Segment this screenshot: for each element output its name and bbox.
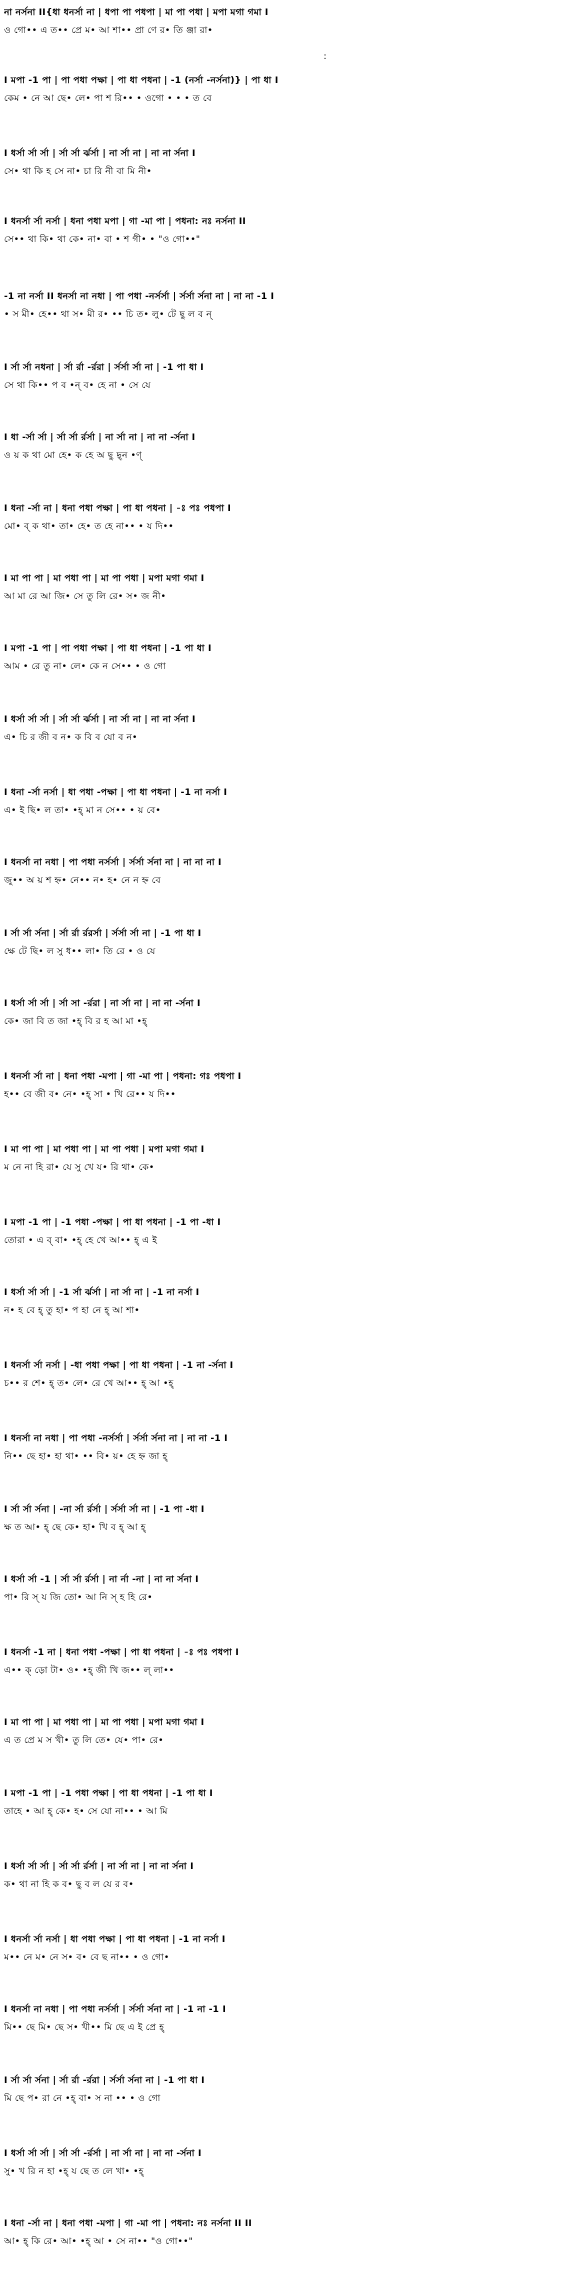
lyrics-row: ও য় ক থা মো হে• ক হে অ ছু ছ্ন •ণ্	[4, 451, 142, 461]
lyrics-row: কে• জা বি ত জা •হ্ বি র হ আ মা •হ্	[4, 1017, 148, 1027]
lyrics-row: তাহে • আ হ্ কে• হ• সে যো না•• • আ মি	[4, 1807, 168, 1817]
notation-row: I ধর্সা র্সা -1 | র্সা র্সা র্রর্সা | না র্না -না | না না র্সনা I	[4, 1575, 199, 1585]
notation-row: I ধর্সা র্সা র্সা | র্সা র্সা র্ঝর্সা | না র্সা না | না না র্সনা I	[4, 149, 196, 159]
lyrics-row: জু•• অ য় শ হ্ন• নে•• ন• হ• নে ন হ্ন বে	[4, 876, 161, 886]
lyrics-row: পা• রি স্ য জি তো• আ নি স্ হ হি রে•	[4, 1593, 153, 1603]
lyrics-row: কেম • নে আ ছে• লে• পা শ রি•• • ওগো • • • ত বে	[4, 94, 212, 104]
notation-row: I মা পা পা | মা পধা পা | মা পা পধা | মপা মগা গমা I	[4, 1718, 205, 1728]
lyrics-row: নি•• ছে হা• হা থা• •• বি• য়• হে হ্ন জা হ্	[4, 1452, 168, 1462]
lyrics-row: এ ত প্রে ম স খী• তু লি তে• যে• পা• রে•	[4, 1736, 164, 1746]
notation-row: I ধা -র্সা র্সা | র্সা র্সা র্রর্সা | না র্সা না | না না -র্সনা I	[4, 433, 196, 443]
notation-row: I ধর্সা র্সা র্সা | র্সা র্সা র্রর্সা | না র্সা না | না না র্সনা I	[4, 1862, 194, 1872]
notation-row: I ধনর্সা না নধা | পা পধা নর্সর্সা | র্সর্সা র্সনা না | না না না I	[4, 858, 222, 868]
notation-row: I মপা -1 পা | পা পধা পক্ষা | পা ধা পধনা | -1 পা ধা I	[4, 644, 212, 654]
notation-row: I ধনর্সা র্সা না | ধনা পধা -মপা | গা -মা পা | পধনা: গঃ পধপা I	[4, 1072, 242, 1082]
notation-row: I ধনর্সা র্সা নর্সা | ধনা পধা মপা | গা -মা পা | পধনা: নঃ নর্সনা II	[4, 217, 246, 227]
notation-row: I মপা -1 পা | -1 পধা পক্ষা | পা ধা পধনা | -1 পা ধা I	[4, 1789, 213, 1799]
lyrics-row: ম নে না হি রা• যে সু খে য• রি থা• কে•	[4, 1163, 155, 1173]
notation-row: না নর্সনা II{ধা ধনর্সা না | ধপা পা পধপা | মা পা পধা | মপা মগা গমা I	[4, 8, 269, 18]
lyrics-row: এ• চি র জী ব ন• ক বি ব যো ব ন•	[4, 733, 138, 743]
lyrics-row: • স মী• হে•• থা স• মী র• •• চি ত• লু• টে ছু ল ব ন্	[4, 310, 212, 320]
notation-row: I মা পা পা | মা পধা পা | মা পা পধা | মপা মগা গমা I	[4, 1145, 205, 1155]
notation-row: I ধর্সা র্সা র্সা | -1 র্সা র্ঝর্সা | না র্সা না | -1 না নর্সা I	[4, 1288, 200, 1298]
notation-row: I ধর্সা র্সা র্সা | র্সা সা -র্ররা | না র্সা না | না না -র্সনা I	[4, 999, 201, 1009]
lyrics-row: মি•• ছে মি• ছে স• খী•• মি ছে এ ই প্রে হ্	[4, 2023, 165, 2033]
lyrics-row: তোরা • এ ব্ বা• •হ্ হে খে আ•• হ্ এ ই	[4, 1236, 158, 1246]
lyrics-row: সে• থা কি হ সে না• চা রি নী বা মি নী•	[4, 167, 152, 177]
notation-row: I ধনর্সা র্সা নর্সা | ধা পধা পক্ষা | পা ধা পধনা | -1 না নর্সা I	[4, 1935, 226, 1945]
lyrics-row: সে•• থা কি• থা কে• না• বা • শ গী• • "ও গো••"	[4, 235, 201, 245]
lyrics-row: আ মা রে আ জি• সে তু লি রে• স• জ নী•	[4, 592, 167, 602]
notation-row: I মা পা পা | মা পধা পা | মা পা পধা | মপা মগা গমা I	[4, 574, 205, 584]
notation-row: I মপা -1 পা | -1 পধা -পক্ষা | পা ধা পধনা | -1 পা -ধা I	[4, 1218, 221, 1228]
notation-row: I ধনা -র্সা না | ধনা পধা পক্ষা | পা ধা পধনা | -ঃ পঃ পধপা I	[4, 504, 232, 514]
notation-row: I ধনর্সা র্সা নর্সা | -ধা পধা পক্ষা | পা ধা পধনা | -1 না -র্সনা I	[4, 1361, 234, 1371]
lyrics-row: ম•• নে ম• নে স• ব• বে ছ না•• • ও গো•	[4, 1953, 170, 1963]
notation-row: I ধনর্সা না নধা | পা পধা নর্সর্সা | র্সর্সা র্সনা না | -1 না -1 I	[4, 2005, 227, 2015]
notation-row: I র্সা র্সা র্সনা | -না র্সা র্রর্সা | র্সর্সা র্সা না | -1 পা -ধা I	[4, 1505, 205, 1515]
lyrics-row: আম • রে তু না• লে• কে ন সে•• • ও গো	[4, 662, 166, 672]
lyrics-row: ন• হ বে হ্ তু হা• প হা নে হ্ আ শা•	[4, 1306, 140, 1316]
lyrics-row: মি ছে প• রা নে •হ্ বা• স না •• • ও গো	[4, 2094, 161, 2104]
notation-row: I র্সা র্সা নধনা | র্সা র্রা -র্ররা | র্সর্সা র্সা না | -1 পা ধা I	[4, 363, 204, 373]
lyrics-row: সু• খ রি ন হা •হ্ য ছে ত লে খা• •হ্	[4, 2167, 144, 2177]
lyrics-row: আ• হ্ কি রে• আ• •হ্ আ • সে না•• "ও গো••"	[4, 2237, 193, 2247]
lyrics-row: চ•• র শে• হ্ ত• লে• রে খে আ•• হ্ আ •হ্	[4, 1379, 174, 1389]
notation-row: I মপা -1 পা | পা পধা পক্ষা | পা ধা পধনা | -1 (নর্সা -নর্সনা)} | পা ধা I	[4, 76, 279, 86]
notation-row: I ধনর্সা না নধা | পা পধা -নর্সর্সা | র্সর্সা র্সনা না | না না -1 I	[4, 1434, 228, 1444]
lyrics-row: ক্ষে টে ছি• ল সু ধ•• লা• তি রে • ও যে	[4, 947, 156, 957]
notation-row: I ধর্সা র্সা র্সা | র্সা র্সা -র্রর্সা | না র্সা না | না না -র্সনা I	[4, 2149, 202, 2159]
notation-row: I ধনর্সা -1 না | ধনা পধা -পক্ষা | পা ধা পধনা | -ঃ পঃ পধপা I	[4, 1648, 239, 1658]
notation-row: I র্সা র্সা র্সনা | র্সা র্রা র্ররর্সা | র্সর্সা র্সা না | -1 পা ধা I	[4, 929, 202, 939]
lyrics-row: মো• ব্ ক থা• তা• হে• ত হে না•• • য দি••	[4, 522, 174, 532]
dot-mark: :	[323, 52, 327, 62]
lyrics-row: হ•• বে জী ব• নে• •হ্ সা • খি রে•• য দি••	[4, 1090, 176, 1100]
notation-row: I ধর্সা র্সা র্সা | র্সা র্সা র্ঝর্সা | না র্সা না | না না র্সনা I	[4, 715, 196, 725]
lyrics-row: ও গো•• এ ত•• প্রে ম• আ শা•• প্রা ণে র• তি ঞ্জা রা•	[4, 26, 213, 36]
notation-row: I ধনা -র্সা নর্সা | ধা পধা -পক্ষা | পা ধা পধনা | -1 না নর্সা I	[4, 788, 228, 798]
lyrics-row: ক• থা না হি ক ব• ছু ব ল যে র ব•	[4, 1880, 134, 1890]
lyrics-row: ক্ষ ত আ• হ্ ছে কে• হা• খি ব হ্ আ হ্	[4, 1523, 146, 1533]
lyrics-row: এ• ই ছি• ল তা• •হ্ মা ন সে•• • য় বে•	[4, 806, 161, 816]
lyrics-row: সে থা কি•• প ব •ন্ ব• হে না • সে যে	[4, 381, 151, 391]
notation-row: I র্সা র্সা র্সনা | র্সা র্রা -র্ররা | র্সর্সা র্সনা না | -1 পা ধা I	[4, 2076, 205, 2086]
lyrics-row: এ•• ক্ ড়ো টা• ও• •হ্ জী খি জ•• ল্ লা••	[4, 1666, 175, 1676]
notation-row: -1 না নর্সা II ধনর্সা না নধা | পা পধা -নর্সর্সা | র্সর্সা র্সনা না | না না -1 I	[4, 292, 275, 302]
notation-row: I ধনা -র্সা না | ধনা পধা -মপা | গা -মা পা | পধনা: নঃ নর্সনা II II	[4, 2219, 252, 2229]
